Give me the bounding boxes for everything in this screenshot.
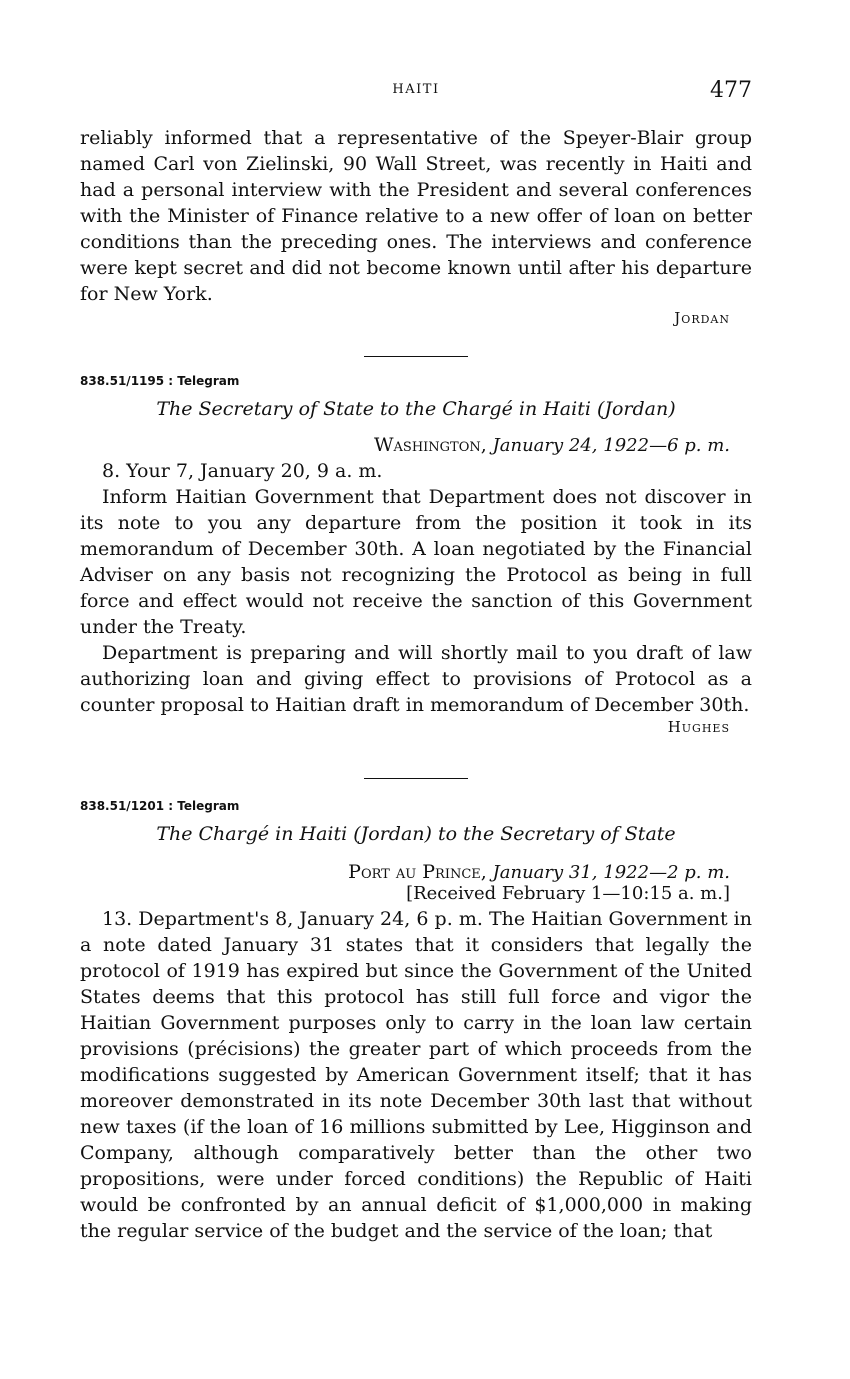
signature-jordan: Jordan [674,309,730,327]
document-title: The Secretary of State to the Chargé in Haiti (Jordan) [156,398,676,420]
section-divider-2 [80,778,752,779]
telegram-1 [80,374,752,736]
file-reference: 838.51/1201 : Telegram [80,799,240,813]
file-reference: 838.51/1195 : Telegram [80,374,240,388]
paragraph: 13. Department's 8, January 24, 6 p. m. The Haitian Government in a note dated January 31 states that it considers that legally the protocol of 1919 has expired but since the Government of the United States deems that this protocol has still full force and vigor the Haitian Government purposes only to carry in the loan law certain provisions (précisions) the greater part of which proceeds from the modifications suggested by American Government itself; that it has moreover demonstrated in its note December 30th last that without new taxes (if the loan of 16 millions submitted by Lee, Higginson and Company, although comparatively better than the other two propositions, were under forced conditions) the Republic of Haiti would be confronted by an annual deficit of $1,000,000 in making the regular service of the budget and the service of the loan; that [80,908,752,1242]
document-title: The Chargé in Haiti (Jordan) to the Secretary of State [156,823,676,845]
dateline-date: January 31, 1922—2 p. m. [492,862,730,883]
page-header [80,78,752,108]
paragraph: Inform Haitian Government that Department does not discover in its note to you any departure from the position it took in its memorandum of December 30th. A loan negotiated by the Financial Adviser on any basis not recognizing the Protocol as being in full force and effect would not receive the sanction of this Government under the Treaty. [80,486,752,638]
dateline [80,861,730,883]
telegram-2 [80,799,752,1244]
intro-section [80,125,752,327]
section-divider-1 [80,356,752,357]
signature-hughes: Hughes [667,718,730,736]
page-number: 477 [710,78,752,103]
paragraph: 8. Your 7, January 20, 9 a. m. [102,460,383,482]
intro-paragraph: reliably informed that a representative of the Speyer-Blair group named Carl von Zielinski, 90 Wall Street, was recently in Haiti and had a personal interview with the President and several conferences with the Minister of Finance relative to a new offer of loan on better conditions than the preceding ones. The interviews and conference were kept secret and did not become known until after his departure for New York. [80,127,752,305]
paragraph: Department is preparing and will shortly mail to you draft of law authorizing loan and giving effect to provisions of Protocol as a counter proposal to Haitian draft in memorandum of December 30th. [80,642,752,716]
received-note: [Received February 1—10:15 a. m.] [406,883,730,904]
dateline-place: Port au Prince, [348,861,487,883]
running-head: HAITI [392,82,440,97]
dateline-place: Washington, [374,434,487,456]
dateline [80,434,730,456]
dateline-date: January 24, 1922—6 p. m. [492,435,730,456]
